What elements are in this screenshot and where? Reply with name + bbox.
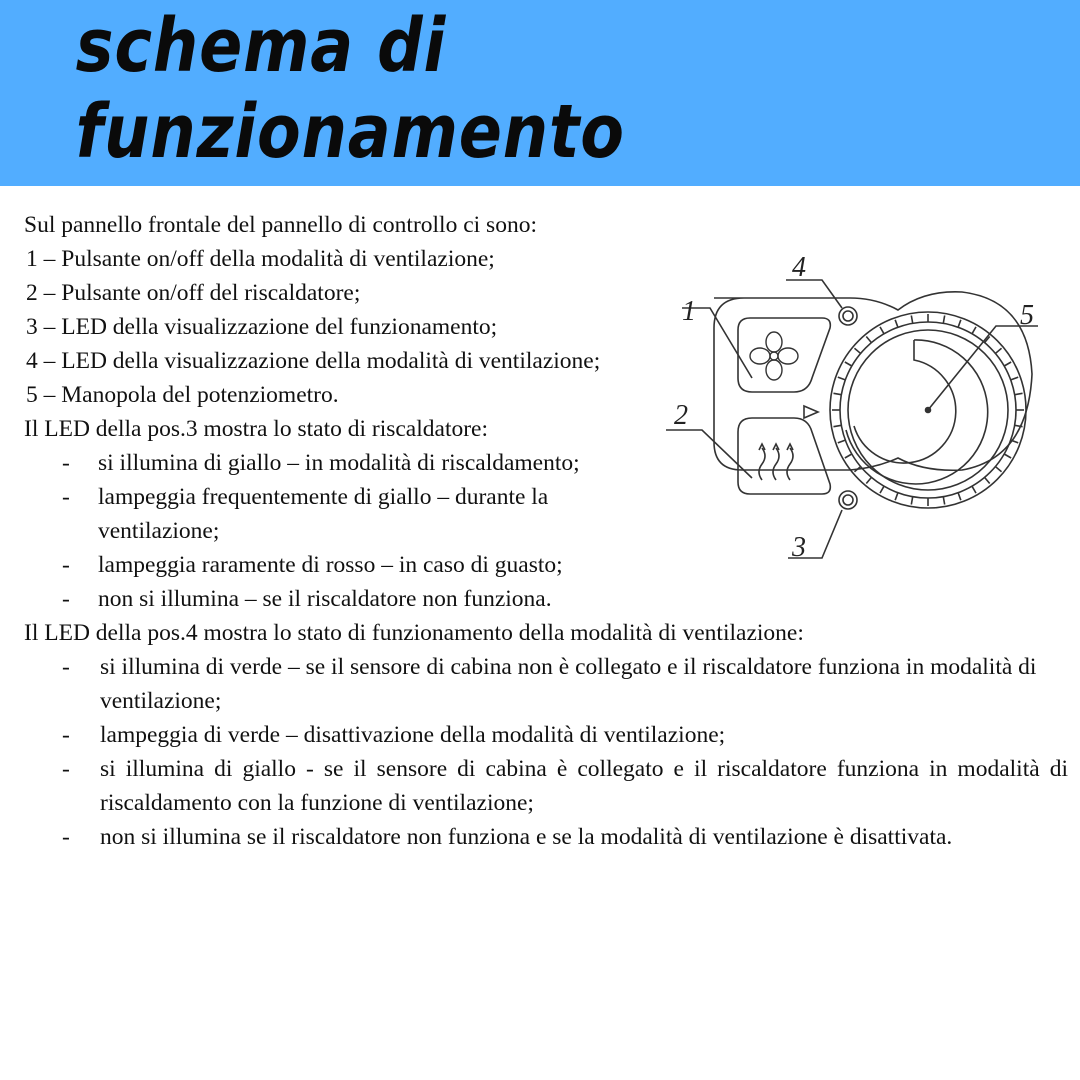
knob-tick [1004,362,1011,366]
led-3 [839,491,857,509]
control-panel-diagram [662,248,1054,568]
led4-list [24,650,1069,854]
knob-tick [838,377,846,380]
led3-heading: Il LED della pos.3 mostra lo stato di riscaldatore: [24,416,489,442]
led-4 [839,307,857,325]
knob-tick [854,348,860,353]
knob-tick [838,440,846,443]
list-item: - non si illumina – se il riscaldatore non funziona. [24,582,630,616]
heat-waves-icon [759,444,793,480]
knob-tick [943,315,944,323]
list-item: - si illumina di giallo – in modalità di riscaldamento; [24,446,630,480]
knob-tick [972,327,976,334]
knob-tick [972,486,976,493]
knob-tick [866,477,871,483]
intro-text: Sul pannello frontale del pannello di controllo ci sono: [24,212,537,238]
callout-4: 4 [792,252,806,283]
knob-tick [958,493,961,501]
callout-5: 5 [1020,300,1034,331]
knob-tick [943,497,944,505]
knob-tick [833,393,841,394]
pointer-triangle-icon [804,406,818,418]
knob-tick [958,320,961,328]
title-banner [0,0,1080,186]
knob-tick [995,348,1001,353]
knob-tick [845,454,852,458]
knob-tick [880,486,884,493]
list-item: - non si illumina se il riscaldatore non funziona e se la modalità di ventilazione è disattivata. [24,820,1068,854]
list-item: - si illumina di verde – se il sensore di cabina non è collegato e il riscaldatore funziona in modalità di ventilazione; [24,650,1068,718]
knob-tick [995,467,1001,472]
knob-tick [866,336,871,342]
knob-tick [833,425,841,426]
knob-tick [985,477,990,483]
component-item-1: 1 – Pulsante on/off della modalità di ventilazione; [26,246,495,272]
knob-tick [911,315,912,323]
knob-tick [880,327,884,334]
list-item: - lampeggia di verde – disattivazione della modalità di ventilazione; [24,718,1068,752]
knob-tick [1015,393,1023,394]
knob-tick [1011,377,1019,380]
knob-tick [895,493,898,501]
led3-list [24,446,630,616]
component-item-2: 2 – Pulsante on/off del riscaldatore; [26,280,361,306]
callout-2: 2 [674,400,688,431]
knob-tick [845,362,852,366]
callout-1: 1 [682,296,696,327]
knob-tick [895,320,898,328]
knob-tick [1004,454,1011,458]
fan-button [738,318,830,392]
list-item: - si illumina di giallo - se il sensore di cabina è collegato e il riscaldatore funziona in modalità di riscaldamento con la funzione di ventilazione; [24,752,1068,820]
callout-3: 3 [792,532,806,563]
component-item-3: 3 – LED della visualizzazione del funzionamento; [26,314,498,340]
component-item-4: 4 – LED della visualizzazione della modalità di ventilazione; [26,348,601,374]
knob-tick [911,497,912,505]
fan-icon [750,332,798,380]
page-title: schema di funzionamento [75,3,625,175]
list-item: - lampeggia raramente di rosso – in caso di guasto; [24,548,630,582]
list-item: - lampeggia frequentemente di giallo – durante la ventilazione; [24,480,630,548]
led4-heading: Il LED della pos.4 mostra lo stato di funzionamento della modalità di ventilazione: [24,620,804,646]
heater-button [738,418,830,494]
component-item-5: 5 – Manopola del potenziometro. [26,382,339,408]
